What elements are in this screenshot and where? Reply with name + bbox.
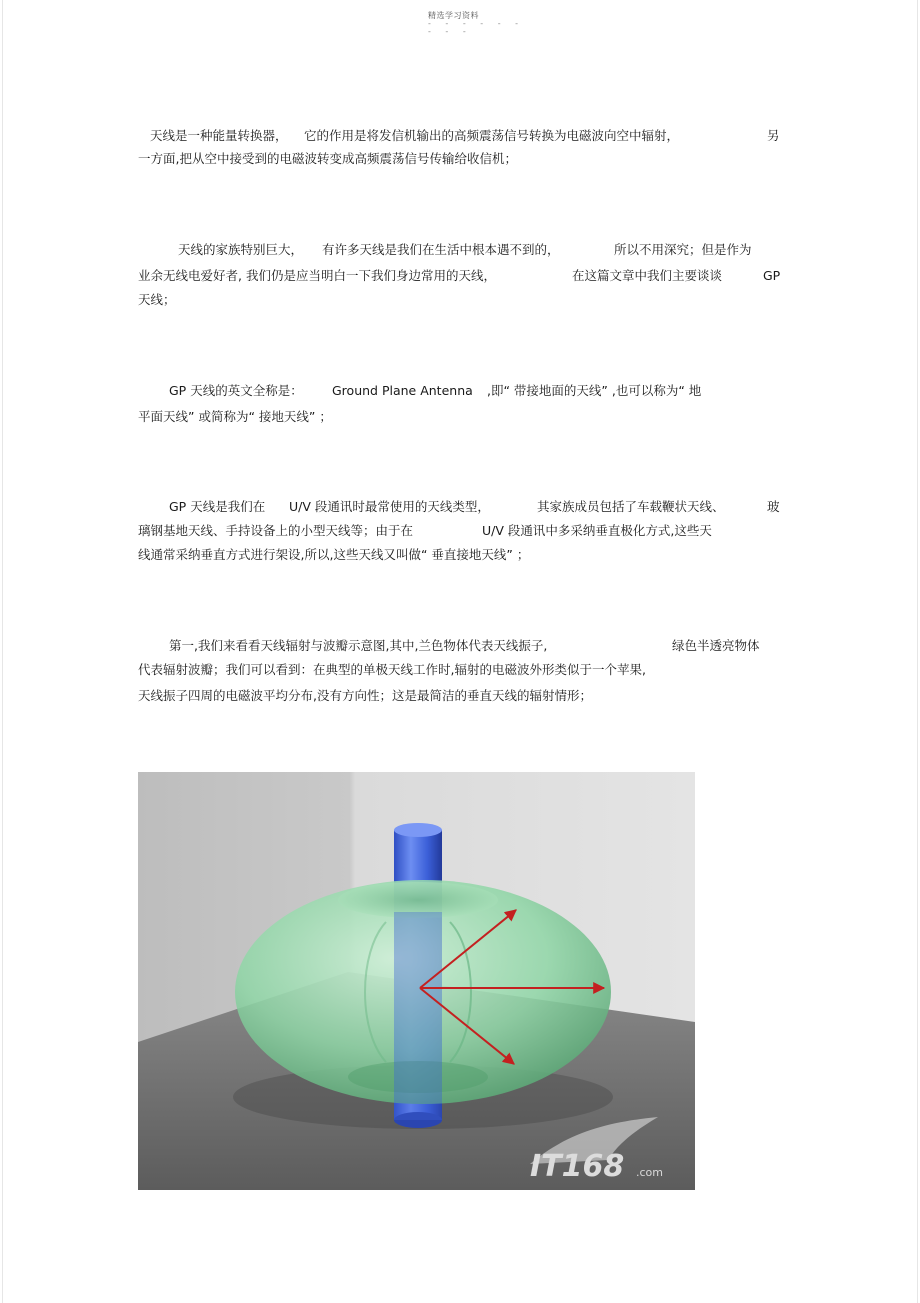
text-segment: 第一,我们来看看天线辐射与波瓣示意图,其中,兰色物体代表天线振子, xyxy=(169,638,548,653)
header-dashes-top: - - - - - - xyxy=(428,19,525,28)
antenna-radiation-illustration xyxy=(138,772,695,1190)
antenna-through-lobe xyxy=(394,912,442,1120)
text-segment: 天线振子四周的电磁波平均分布,没有方向性；这是最简洁的垂直天线的辐射情形； xyxy=(138,688,592,703)
text-segment: 其家族成员包括了车载鞭状天线、 xyxy=(537,499,725,514)
text-segment: GP xyxy=(763,268,781,283)
antenna-top xyxy=(394,823,442,837)
text-segment: 另 xyxy=(767,128,780,143)
text-segment: 绿色半透亮物体 xyxy=(672,638,760,653)
text-segment: 玻 xyxy=(767,499,780,514)
text-segment: 业余无线电爱好者, 我们仍是应当明白一下我们身边常用的天线， xyxy=(138,268,496,283)
text-segment: 线通常采纳垂直方式进行架设,所以,这些天线又叫做“ 垂直接地天线” ； xyxy=(138,547,530,562)
text-segment: 一方面,把从空中接受到的电磁波转变成高频震荡信号传输给收信机； xyxy=(138,151,517,166)
watermark-text: IT168 xyxy=(530,1149,625,1184)
text-segment: 天线； xyxy=(138,292,176,307)
text-segment: U/V 段通讯中多采纳垂直极化方式,这些天 xyxy=(482,523,712,538)
text-segment: 它的作用是将发信机输出的高频震荡信号转换为电磁波向空中辐射， xyxy=(304,128,680,143)
text-segment: Ground Plane Antenna xyxy=(332,383,473,398)
header-dashes-bottom: - - - xyxy=(428,27,472,36)
page-edge-right xyxy=(917,0,918,1303)
text-segment: 平面天线” 或简称为“ 接地天线” ； xyxy=(138,409,332,424)
watermark-suffix: .com xyxy=(636,1166,663,1179)
text-segment: GP 天线的英文全称是： xyxy=(169,383,303,398)
text-segment: 代表辐射波瓣；我们可以看到：在典型的单极天线工作时,辐射的电磁波外形类似于一个苹果, xyxy=(138,662,646,677)
text-segment: 璃钢基地天线、手持设备上的小型天线等；由于在 xyxy=(138,523,414,538)
text-segment: 所以不用深究；但是作为 xyxy=(614,242,752,257)
text-segment: 天线的家族特别巨大， xyxy=(178,242,304,257)
antenna-radiation-figure xyxy=(138,772,695,1190)
text-segment: U/V 段通讯时最常使用的天线类型， xyxy=(289,499,490,514)
text-segment: 在这篇文章中我们主要谈谈 xyxy=(572,268,723,283)
text-segment: GP 天线是我们在 xyxy=(169,499,266,514)
text-segment: 有许多天线是我们在生活中根本遇不到的， xyxy=(322,242,560,257)
text-segment: 天线是一种能量转换器， xyxy=(150,128,288,143)
text-segment: ,即“ 带接地面的天线” ,也可以称为“ 地 xyxy=(487,383,702,398)
page-edge-left xyxy=(2,0,3,1303)
header-label: 精选学习资料 xyxy=(428,11,479,20)
